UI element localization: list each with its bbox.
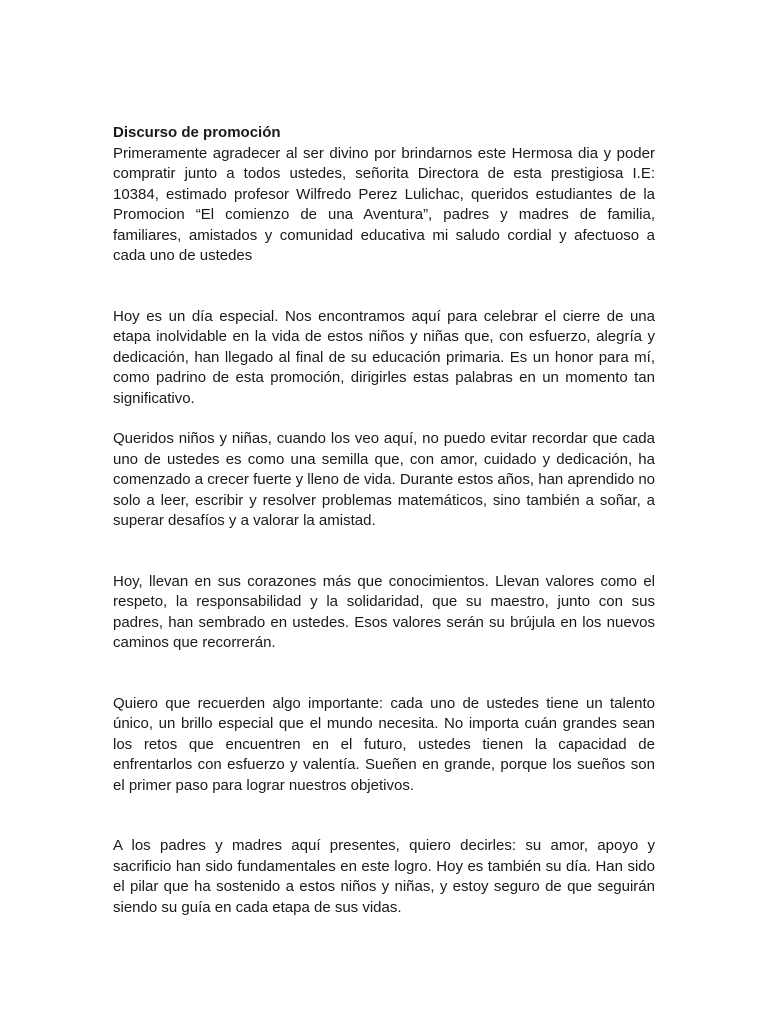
paragraph-seed: Queridos niños y niñas, cuando los veo aquí, no puedo evitar recordar que cada uno de ustedes es como una semilla que, con amor, cuidado y dedicación, ha comenzado a crecer fuerte y lleno de vida. Durante estos años, han aprendido no solo a leer, escribir y resolver problemas matemáticos, sino también a soñar, a superar desafíos y a valorar la amistad. [113, 430, 656, 529]
paragraph-greeting: Primeramente agradecer al ser divino por brindarnos este Hermosa dia y poder compratir junto a todos ustedes, señorita Directora de esta prestigiosa I.E: 10384, estimado profesor Wilfredo Perez Lulichac, queridos estudiantes de la Promocion “El comienzo de una Aventura”, padres y madres de familia, familiares, amistados y comunidad educativa mi saludo cordial y afectuoso a cada uno de ustedes [113, 144, 655, 264]
paragraph-talent: Quiero que recuerden algo importante: cada uno de ustedes tiene un talento único, un brillo especial que el mundo necesita. No importa cuán grandes sean los retos que encuentren en el futuro, ustedes tienen la capacidad de enfrentarlos con esfuerzo y valentía. Sueñen en grande, porque los sueños son el primer paso para lograr nuestros objetivos. [113, 694, 655, 794]
paragraph-special-day: Hoy es un día especial. Nos encontramos aquí para celebrar el cierre de una etapa inolvidable en la vida de estos niños y niñas que, con esfuerzo, alegría y dedicación, han llegado al final de su educación primaria. Es un honor para mí, como padrino de esta promoción, dirigirles estas palabras en un momento tan significativo. [113, 307, 655, 407]
paragraph-values: Hoy, llevan en sus corazones más que conocimientos. Llevan valores como el respeto, la responsabilidad y la solidaridad, que su maestro, junto con sus padres, han sembrado en ustedes. Esos valores serán su brújula en los nuevos caminos que recorrerán. [113, 572, 655, 651]
paragraph-parents: A los padres y madres aquí presentes, quiero decirles: su amor, apoyo y sacrificio han sido fundamentales en este logro. Hoy es también su día. Han sido el pilar que ha sostenido a estos niños y niñas, y estoy seguro de que seguirán siendo su guía en cada etapa de sus vidas. [113, 837, 655, 916]
document-body [113, 123, 655, 918]
document-title: Discurso de promoción [113, 124, 281, 141]
